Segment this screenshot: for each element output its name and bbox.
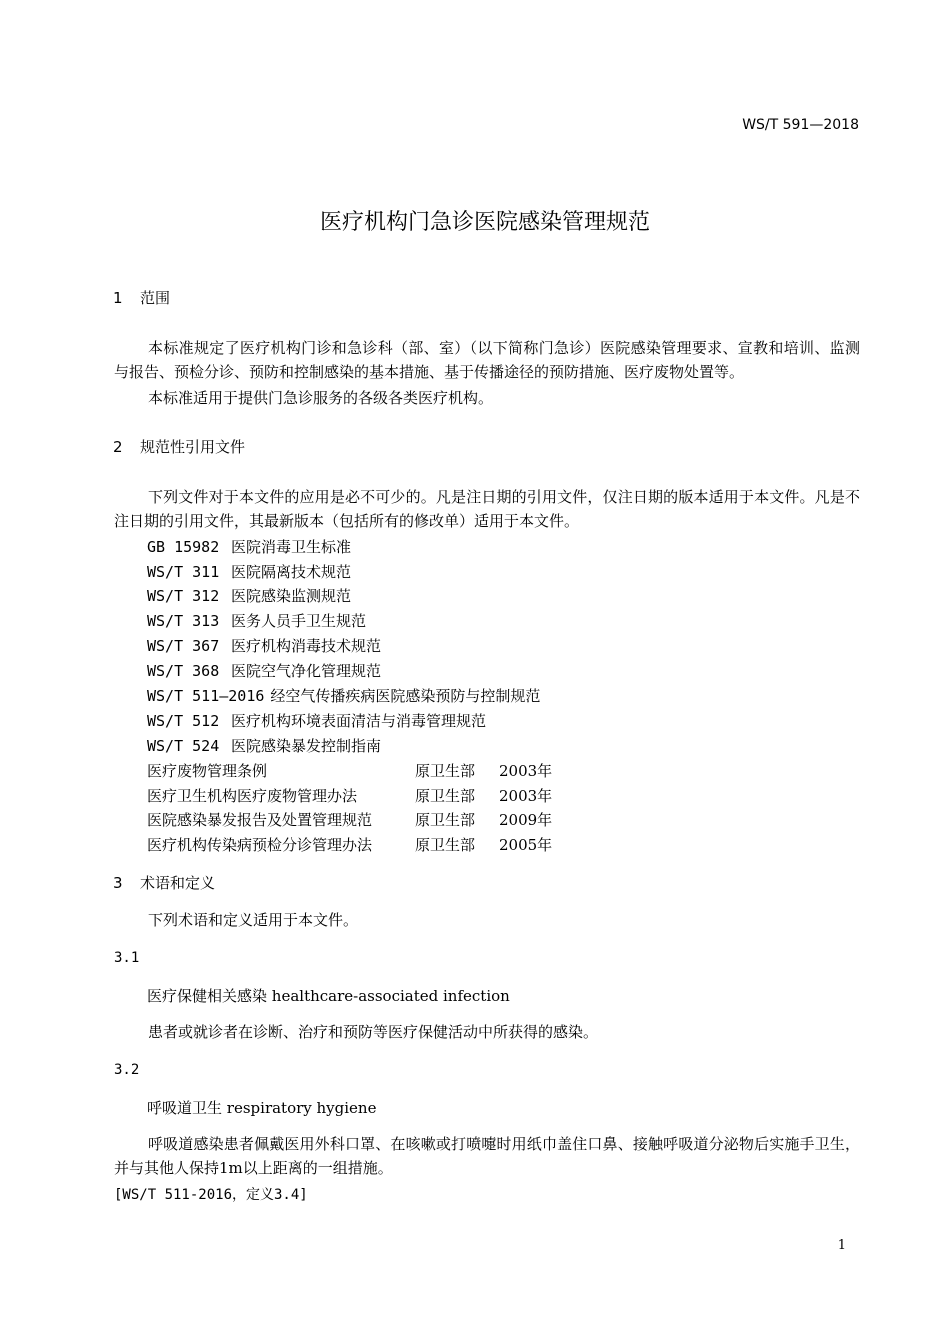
reference-item [147, 661, 381, 681]
term-number: 3.2 [114, 1062, 140, 1078]
reference-code: WS/T 511—2016 [147, 687, 265, 705]
term-chinese: 医疗保健相关感染 [147, 987, 268, 1005]
reference-title: 医疗机构环境表面清洁与消毒管理规范 [231, 712, 487, 730]
term-definition: 患者或就诊者在诊断、治疗和预防等医疗保健活动中所获得的感染。 [148, 1023, 599, 1041]
section-1-heading [113, 288, 170, 308]
section-2-heading [113, 437, 245, 457]
reference-item [147, 586, 351, 606]
reference-item [147, 736, 381, 756]
term-english: healthcare-associated infection [271, 987, 510, 1005]
section-2-paragraph-1: 下列文件对于本文件的应用是必不可少的。凡是注日期的引用文件，仅注日期的版本适用于本文件。凡是不注日期的引用文件，其最新版本（包括所有的修改单）适用于本文件。 [114, 488, 860, 530]
section-3-heading [113, 873, 215, 893]
reference-item [147, 636, 381, 656]
reference-title: 医院隔离技术规范 [231, 563, 352, 581]
term-source: [WS/T 511-2016，定义3.4] [114, 1187, 308, 1203]
term-chinese: 呼吸道卫生 [147, 1099, 223, 1117]
reference-code: WS/T 524 [147, 737, 220, 755]
section-title: 范围 [140, 289, 171, 307]
regulation-issuer: 原卫生部 [415, 811, 476, 829]
regulation-item [147, 761, 552, 781]
reference-item [147, 562, 351, 582]
regulation-item [147, 786, 552, 806]
reference-title: 医院感染监测规范 [231, 587, 352, 605]
regulation-title: 医疗机构传染病预检分诊管理办法 [147, 836, 373, 854]
section-1-paragraph-1: 本标准规定了医疗机构门诊和急诊科（部、室）（以下简称门急诊）医院感染管理要求、宣教和培训、监测与报告、预检分诊、预防和控制感染的基本措施、基于传播途径的预防措施、医疗废物处置等。 [114, 339, 860, 381]
term-english: respiratory hygiene [226, 1099, 377, 1117]
regulation-year: 2003年 [499, 762, 553, 780]
reference-code: WS/T 367 [147, 637, 220, 655]
section-1-paragraph-2: 本标准适用于提供门急诊服务的各级各类医疗机构。 [148, 389, 494, 407]
reference-item [147, 686, 540, 706]
regulation-issuer: 原卫生部 [415, 787, 476, 805]
section-number: 1 [113, 289, 123, 307]
reference-item [147, 711, 486, 731]
term-definition: 呼吸道感染患者佩戴医用外科口罩、在咳嗽或打喷嚏时用纸巾盖住口鼻、接触呼吸道分泌物后实施手卫生，并与其他人保持1m以上距离的一组措施。 [114, 1135, 860, 1177]
regulation-year: 2009年 [499, 811, 553, 829]
regulation-title: 医疗废物管理条例 [147, 762, 268, 780]
reference-item [147, 611, 366, 631]
page-number: 1 [837, 1238, 846, 1253]
reference-title: 经空气传播疾病医院感染预防与控制规范 [270, 687, 541, 705]
regulation-issuer: 原卫生部 [415, 836, 476, 854]
regulation-title: 医院感染暴发报告及处置管理规范 [147, 811, 373, 829]
reference-title: 医疗机构消毒技术规范 [231, 637, 382, 655]
reference-code: WS/T 312 [147, 587, 220, 605]
reference-code: GB 15982 [147, 538, 220, 556]
reference-title: 医院感染暴发控制指南 [231, 737, 382, 755]
reference-code: WS/T 313 [147, 612, 220, 630]
section-number: 2 [113, 438, 123, 456]
section-title: 术语和定义 [140, 874, 216, 892]
section-title: 规范性引用文件 [140, 438, 246, 456]
reference-item [147, 537, 351, 557]
regulation-issuer: 原卫生部 [415, 762, 476, 780]
regulation-item [147, 835, 552, 855]
regulation-title: 医疗卫生机构医疗废物管理办法 [147, 787, 358, 805]
term-number: 3.1 [114, 950, 140, 966]
section-3-paragraph-1: 下列术语和定义适用于本文件。 [148, 911, 359, 929]
reference-code: WS/T 311 [147, 563, 220, 581]
regulation-item [147, 810, 552, 830]
reference-title: 医院消毒卫生标准 [231, 538, 352, 556]
standard-code: WS/T 591—2018 [742, 117, 859, 133]
reference-code: WS/T 368 [147, 662, 220, 680]
regulation-year: 2003年 [499, 787, 553, 805]
section-number: 3 [113, 874, 123, 892]
reference-code: WS/T 512 [147, 712, 220, 730]
term-heading [147, 986, 510, 1006]
regulation-year: 2005年 [499, 836, 553, 854]
reference-title: 医务人员手卫生规范 [231, 612, 367, 630]
term-heading [147, 1098, 376, 1118]
document-title: 医疗机构门急诊医院感染管理规范 [319, 210, 650, 235]
reference-title: 医院空气净化管理规范 [231, 662, 382, 680]
